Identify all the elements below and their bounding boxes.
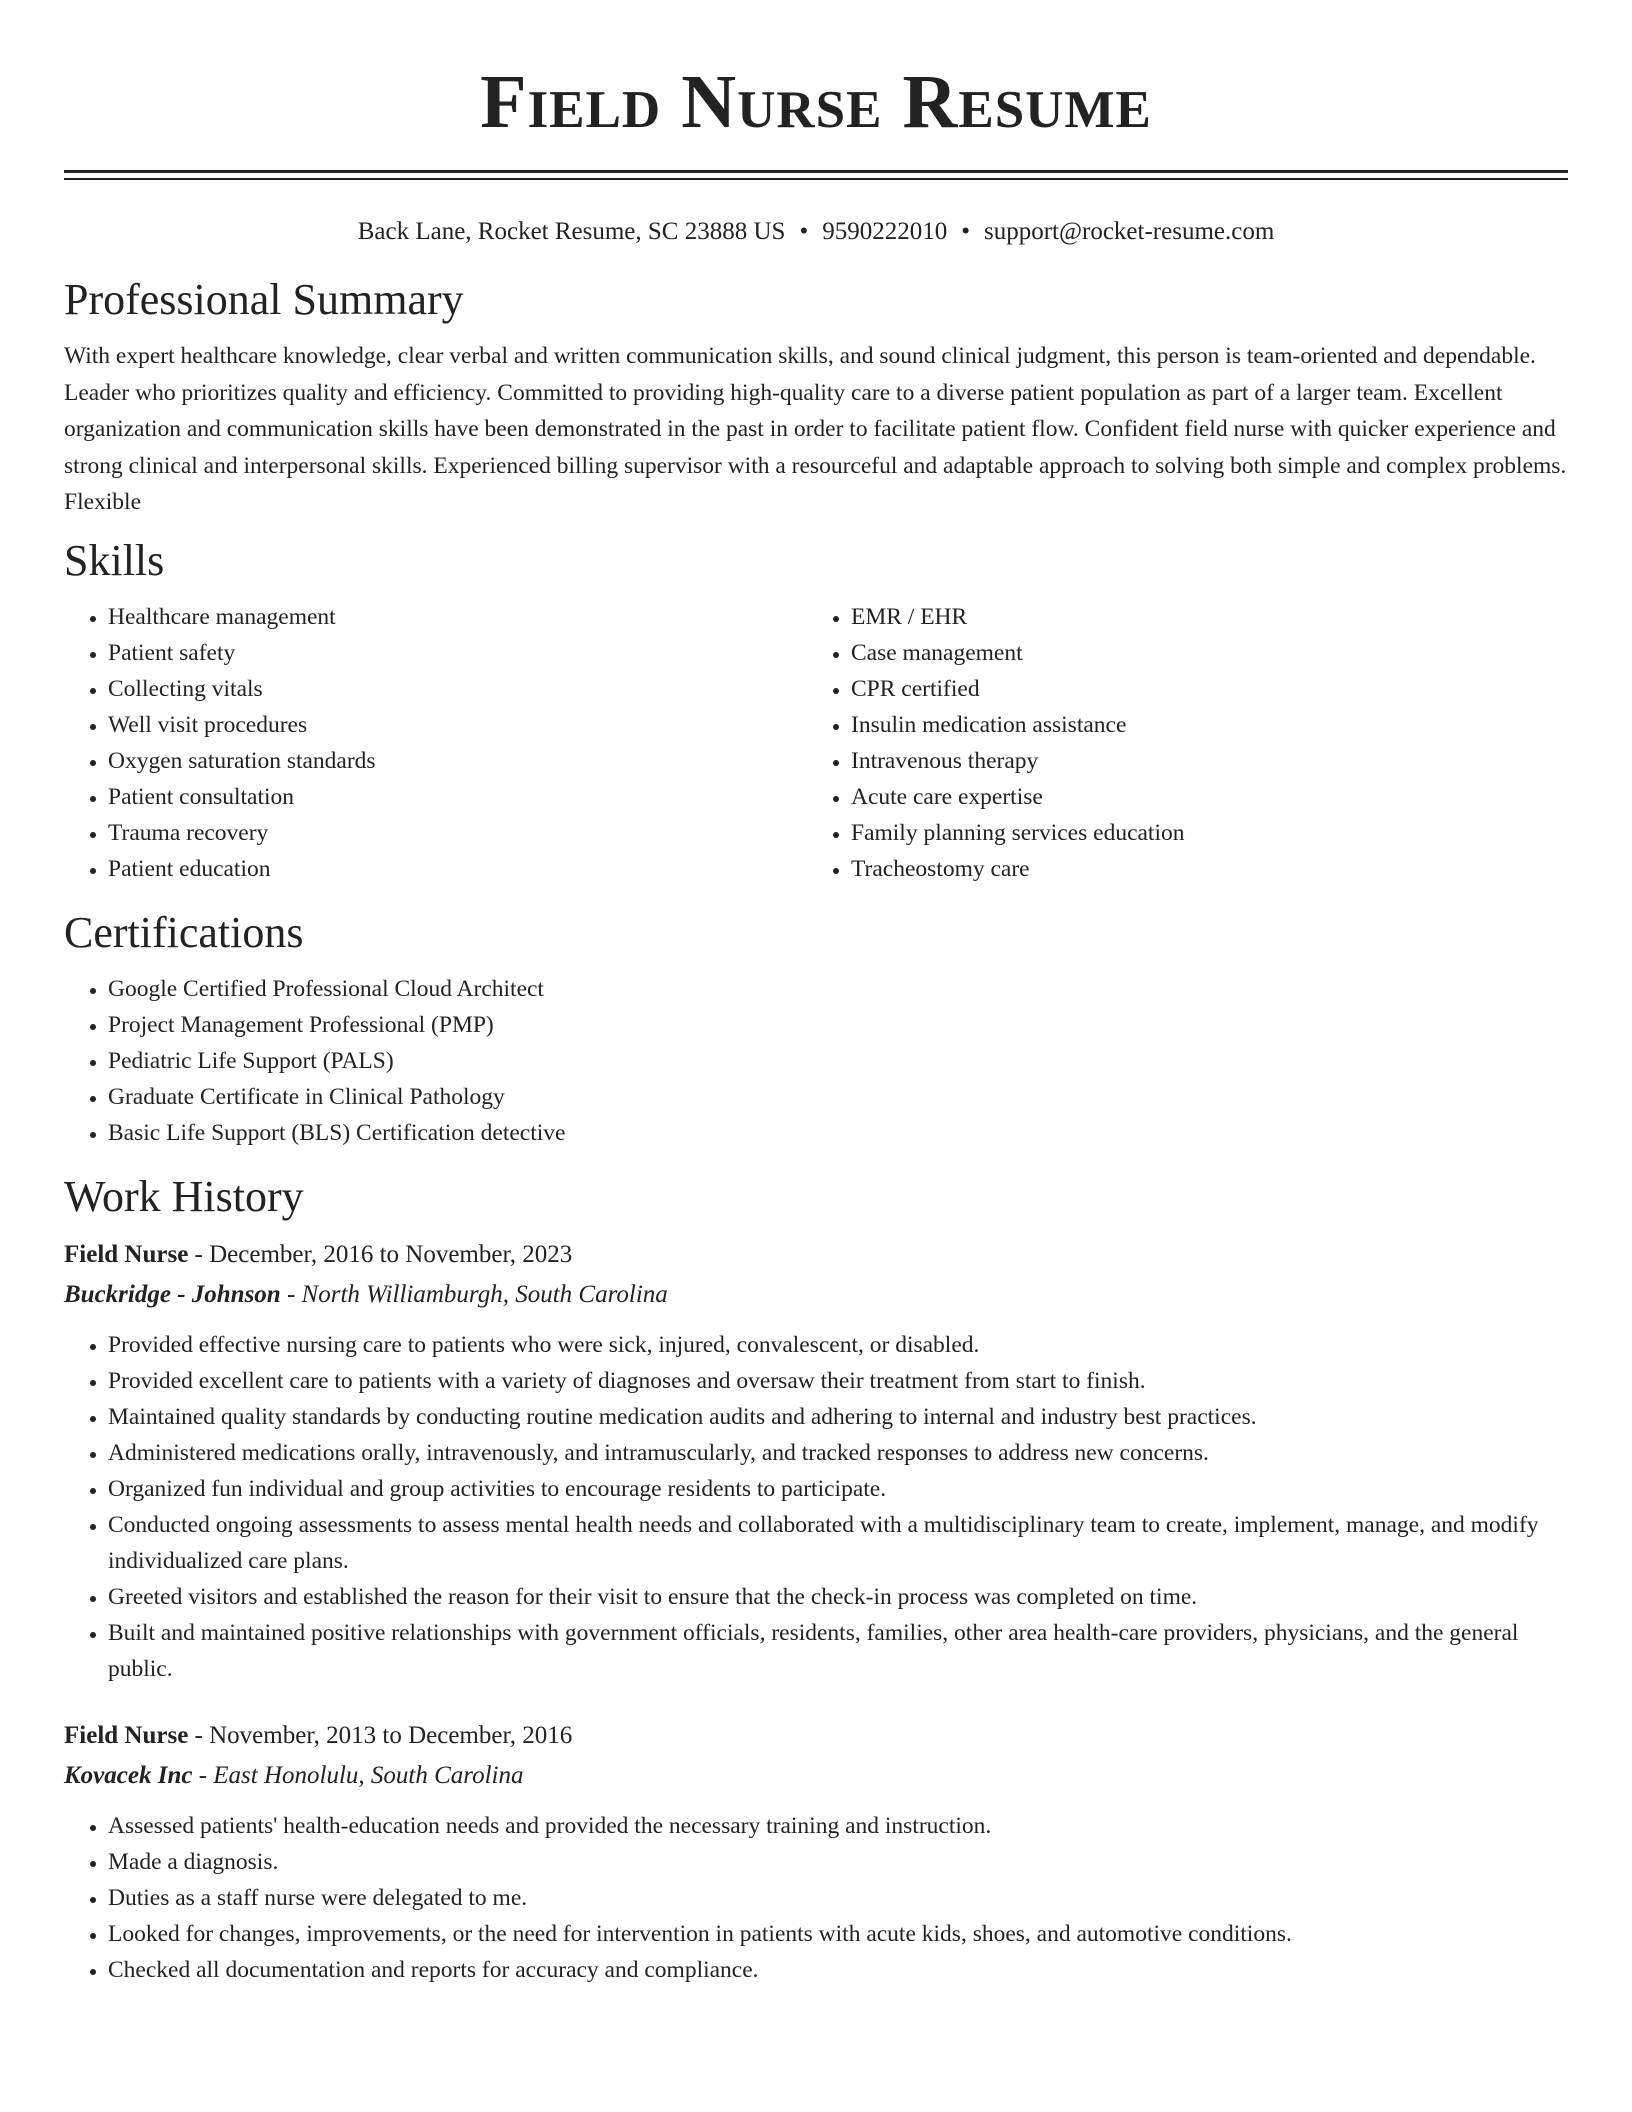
job-entry	[64, 1235, 1568, 1687]
job-duty: • Maintained quality standards by conducting routine medication audits and adhering to internal and industry best practices.	[108, 1399, 1568, 1435]
job-company: Buckridge - Johnson	[64, 1280, 281, 1308]
certifications-heading: Certifications	[64, 907, 304, 957]
contact-phone: 9590222010	[822, 218, 948, 245]
job-duty: • Assessed patients' health-education needs and provided the necessary training and instruction.	[108, 1808, 1568, 1844]
skill-item: • Acute care expertise	[851, 779, 1550, 815]
skill-item: • Intravenous therapy	[851, 743, 1550, 779]
certification-item: • Google Certified Professional Cloud Architect	[108, 971, 1568, 1007]
work-history-heading: Work History	[64, 1171, 304, 1221]
skills-heading: Skills	[64, 535, 165, 585]
skills-right-column	[807, 599, 1550, 887]
job-duty: • Provided excellent care to patients with a variety of diagnoses and oversaw their treatment from start to finish.	[108, 1363, 1568, 1399]
skills-left-column	[64, 599, 807, 887]
contact-separator: •	[961, 218, 970, 245]
summary-heading: Professional Summary	[64, 275, 464, 324]
skill-item: • Insulin medication assistance	[851, 707, 1550, 743]
job-duty: • Looked for changes, improvements, or the need for intervention in patients with acute kids, shoes, and automotive conditions.	[108, 1916, 1568, 1952]
job-title-line	[64, 1235, 1568, 1275]
job-dates: - December, 2016 to November, 2023	[188, 1240, 573, 1268]
job-duty: • Provided effective nursing care to patients who were sick, injured, convalescent, or disabled.	[108, 1327, 1568, 1363]
skill-item: • Case management	[851, 635, 1550, 671]
certification-item: • Basic Life Support (BLS) Certification detective	[108, 1115, 1568, 1151]
job-company: Kovacek Inc	[64, 1761, 193, 1789]
skill-item: • Family planning services education	[851, 815, 1550, 851]
skill-item: • Well visit procedures	[108, 707, 807, 743]
job-duty: • Checked all documentation and reports for accuracy and compliance.	[108, 1952, 1568, 1988]
skill-item: • EMR / EHR	[851, 599, 1550, 635]
resume-title: Field Nurse Resume	[480, 60, 1152, 144]
job-duty: • Organized fun individual and group activities to encourage residents to participate.	[108, 1471, 1568, 1507]
certification-item: • Project Management Professional (PMP)	[108, 1007, 1568, 1043]
skill-item: • Tracheostomy care	[851, 851, 1550, 887]
job-duties-list	[64, 1327, 1568, 1687]
contact-email: support@rocket-resume.com	[983, 218, 1275, 245]
job-duties-list	[64, 1808, 1568, 1988]
skill-item: • Patient safety	[108, 635, 807, 671]
skill-item: • Trauma recovery	[108, 815, 807, 851]
summary-text: With expert healthcare knowledge, clear verbal and written communication skills, and sound clinical judgment, this person is team-oriented and dependable. Leader who prioritizes quality and efficiency. Committed to providing high-quality care to a diverse patient population as part of a larger team. Excellent organization and communication skills have been demonstrated in the past in order to facilitate patient flow. Confident field nurse with quicker experience and strong clinical and interpersonal skills. Experienced billing supervisor with a resourceful and adaptable approach to solving both simple and complex problems. Flexible	[64, 343, 1567, 515]
job-company-line	[64, 1275, 1568, 1315]
job-duty: • Duties as a staff nurse were delegated to me.	[108, 1880, 1568, 1916]
job-duty: • Built and maintained positive relationships with government officials, residents, families, other area health-care providers, physicians, and the general public.	[108, 1615, 1568, 1687]
skill-item: • Oxygen saturation standards	[108, 743, 807, 779]
job-entry	[64, 1716, 1568, 1988]
skill-item: • Patient education	[108, 851, 807, 887]
skills-grid	[64, 599, 1568, 887]
skill-item: • Collecting vitals	[108, 671, 807, 707]
skill-item: • Healthcare management	[108, 599, 807, 635]
contact-separator: •	[799, 218, 809, 245]
job-title: Field Nurse	[64, 1240, 189, 1268]
contact-address: Back Lane, Rocket Resume, SC 23888 US	[357, 218, 786, 245]
certifications-list	[64, 971, 1568, 1151]
job-duty: • Conducted ongoing assessments to assess mental health needs and collaborated with a multidisciplinary team to create, implement, manage, and modify individualized care plans.	[108, 1507, 1568, 1579]
title-rule-thin	[64, 178, 1568, 180]
job-duty: • Made a diagnosis.	[108, 1844, 1568, 1880]
certification-item: • Graduate Certificate in Clinical Pathology	[108, 1079, 1568, 1115]
job-dates: - November, 2013 to December, 2016	[188, 1721, 573, 1749]
certification-item: • Pediatric Life Support (PALS)	[108, 1043, 1568, 1079]
contact-line	[64, 217, 1568, 247]
job-location: - East Honolulu, South Carolina	[192, 1761, 524, 1789]
job-location: - North Williamburgh, South Carolina	[280, 1280, 668, 1308]
job-title-line	[64, 1716, 1568, 1756]
job-duty: • Administered medications orally, intravenously, and intramuscularly, and tracked responses to address new concerns.	[108, 1435, 1568, 1471]
job-duty: • Greeted visitors and established the reason for their visit to ensure that the check-in process was completed on time.	[108, 1579, 1568, 1615]
job-company-line	[64, 1756, 1568, 1796]
skill-item: • CPR certified	[851, 671, 1550, 707]
job-title: Field Nurse	[64, 1721, 189, 1749]
skill-item: • Patient consultation	[108, 779, 807, 815]
